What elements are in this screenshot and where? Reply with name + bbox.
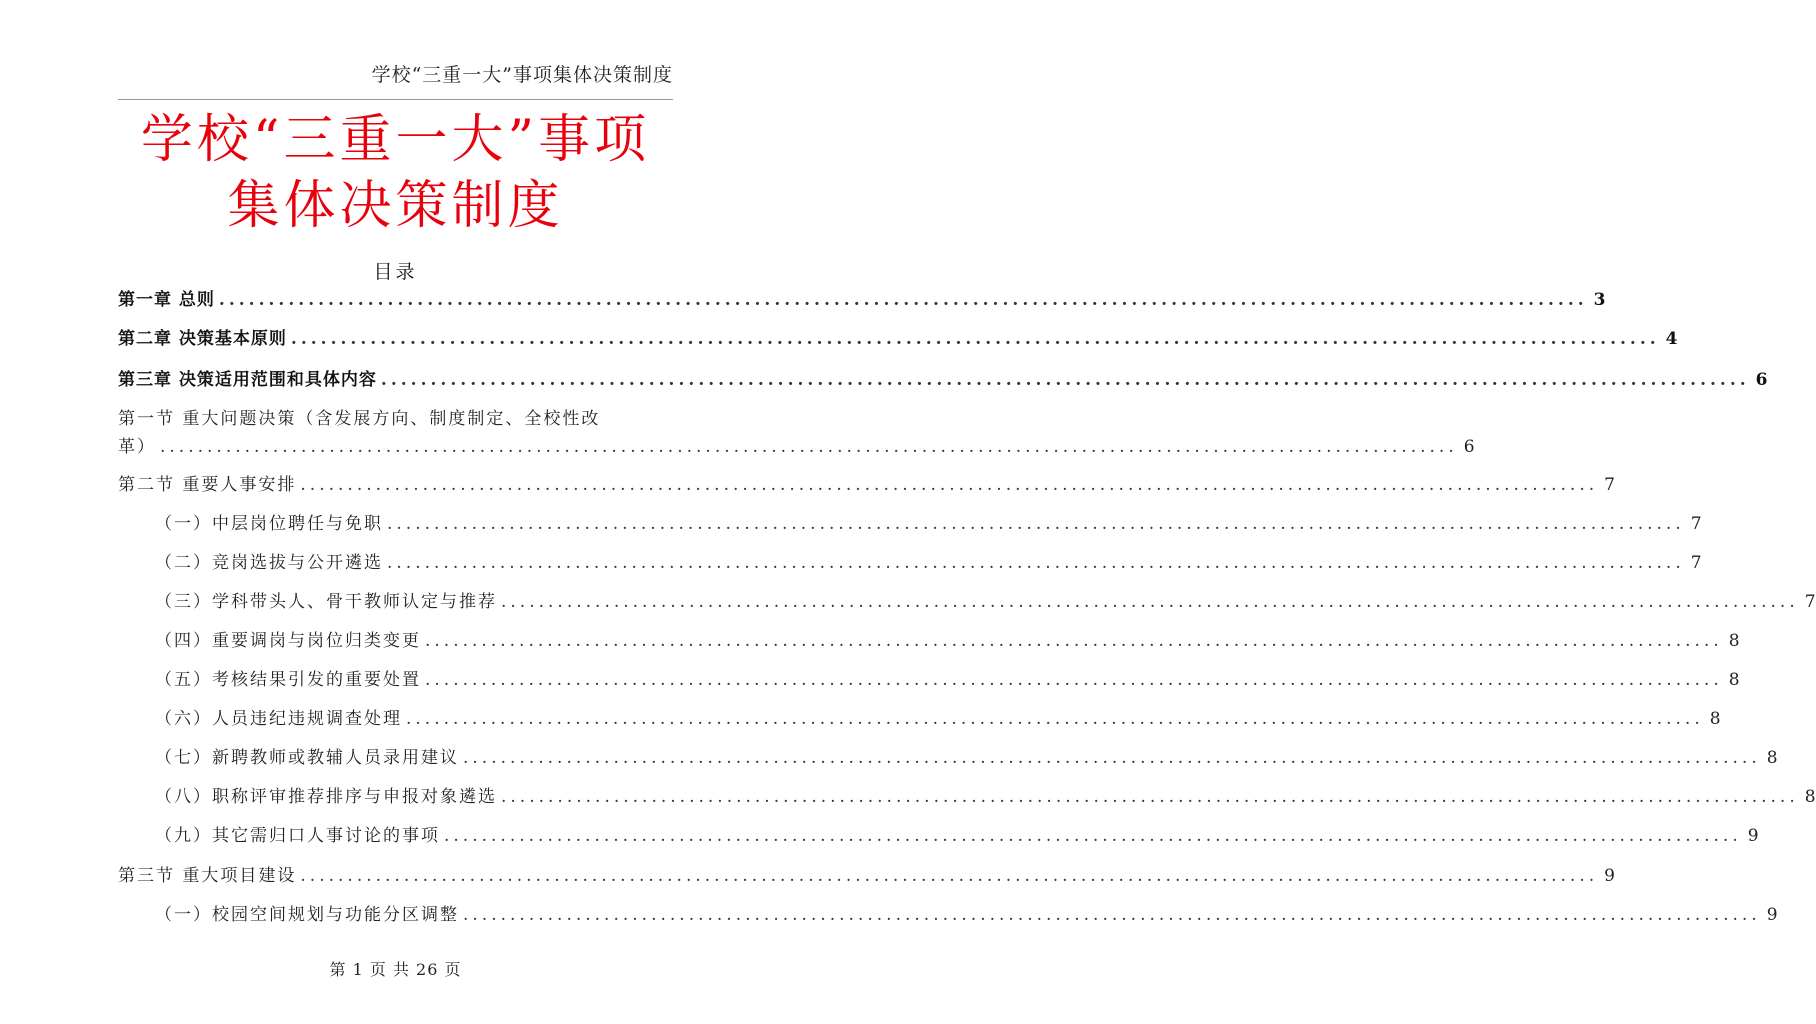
toc-entry-page: 6 [1463,437,1475,457]
document-title-line-1: 学校“三重一大”事项 [140,110,651,170]
toc-entry-section-1[interactable] [118,432,1475,457]
toc-entry-label: 第二节 重要人事安排 [118,475,297,495]
toc-leader-dots: .......................................................................................................................................... [425,670,1723,690]
toc-entry-label: （三）学科带头人、骨干教师认定与推荐 [155,592,497,612]
toc-leader-dots: .......................................................................................................................................... [406,709,1704,729]
toc-entry-subitem-4[interactable] [155,626,1740,651]
toc-entry-label-line1: 第一节 重大问题决策（含发展方向、制度制定、全校性改 [118,409,601,429]
toc-leader-dots: .......................................................................................................................................... [501,787,1799,807]
toc-leader-dots: .......................................................................................................................................... [290,329,1660,349]
toc-entry-label: （七）新聘教师或教辅人员录用建议 [155,748,459,768]
toc-entry-label: （八）职称评审推荐排序与申报对象遴选 [155,787,497,807]
toc-leader-dots: .......................................................................................................................................... [463,905,1761,925]
toc-entry-subitem-10[interactable] [155,900,1778,925]
toc-entry-subitem-7[interactable] [155,743,1778,768]
toc-entry-page: 9 [1747,826,1759,846]
toc-entry-label: 第二章 决策基本原则 [118,329,287,349]
toc-entry-section-2[interactable] [118,470,1615,495]
toc-entry-subitem-8[interactable] [155,782,1816,807]
toc-entry-label: （一）校园空间规划与功能分区调整 [155,905,459,925]
toc-entry-subitem-2[interactable] [155,548,1702,573]
toc-leader-dots: .......................................................................................................................................... [218,290,1588,310]
toc-entry-chapter-1[interactable] [118,285,1606,310]
toc-entry-page: 4 [1665,329,1678,349]
toc-entry-label: （五）考核结果引发的重要处置 [155,670,421,690]
toc-leader-dots: .......................................................................................................................................... [300,475,1599,495]
toc-leader-dots: .......................................................................................................................................... [387,553,1685,573]
document-title-line-2: 集体决策制度 [227,176,564,236]
toc-leader-dots: .......................................................................................................................................... [501,592,1799,612]
toc-entry-label: 第三节 重大项目建设 [118,866,297,886]
toc-entry-page: 6 [1755,370,1768,390]
toc-entry-label: 第一章 总则 [118,290,215,310]
toc-leader-dots: .......................................................................................................................................... [387,514,1685,534]
toc-leader-dots: .......................................................................................................................................... [300,866,1599,886]
toc-entry-page: 8 [1804,787,1816,807]
toc-heading: 目录 [373,261,418,283]
toc-entry-subitem-9[interactable] [155,821,1759,846]
toc-entry-page: 9 [1604,866,1615,886]
toc-entry-subitem-5[interactable] [155,665,1740,690]
toc-entry-page: 8 [1766,748,1778,768]
toc-entry-page: 8 [1728,631,1740,651]
toc-entry-page: 9 [1766,905,1778,925]
toc-entry-page: 7 [1604,475,1615,495]
toc-entry-page: 7 [1690,553,1702,573]
toc-entry-page: 7 [1804,592,1816,612]
toc-entry-label: （四）重要调岗与岗位归类变更 [155,631,421,651]
toc-entry-section-3[interactable] [118,861,1615,886]
toc-leader-dots: .......................................................................................................................................... [380,370,1750,390]
toc-leader-dots: .......................................................................................................................................... [425,631,1723,651]
toc-entry-subitem-3[interactable] [155,587,1816,612]
toc-entry-label: （二）竞岗选拔与公开遴选 [155,553,383,573]
toc-entry-subitem-1[interactable] [155,509,1702,534]
header-divider [118,99,673,100]
toc-leader-dots: .......................................................................................................................................... [160,437,1458,457]
toc-entry-chapter-2[interactable] [118,324,1678,349]
toc-entry-page: 8 [1709,709,1721,729]
toc-entry-subitem-6[interactable] [155,704,1721,729]
toc-leader-dots: .......................................................................................................................................... [463,748,1761,768]
toc-entry-label: （九）其它需归口人事讨论的事项 [155,826,440,846]
toc-entry-page: 3 [1593,290,1606,310]
toc-entry-label: （一）中层岗位聘任与免职 [155,514,383,534]
toc-entry-label: 第三章 决策适用范围和具体内容 [118,370,377,390]
toc-entry-page: 8 [1728,670,1740,690]
running-header: 学校“三重一大”事项集体决策制度 [371,64,673,86]
toc-entry-label: （六）人员违纪违规调查处理 [155,709,402,729]
toc-entry-page: 7 [1690,514,1702,534]
page-footer: 第 1 页 共 26 页 [329,960,462,979]
toc-entry-chapter-3[interactable] [118,365,1768,390]
toc-leader-dots: .......................................................................................................................................... [444,826,1742,846]
toc-entry-label: 革） [118,437,156,457]
